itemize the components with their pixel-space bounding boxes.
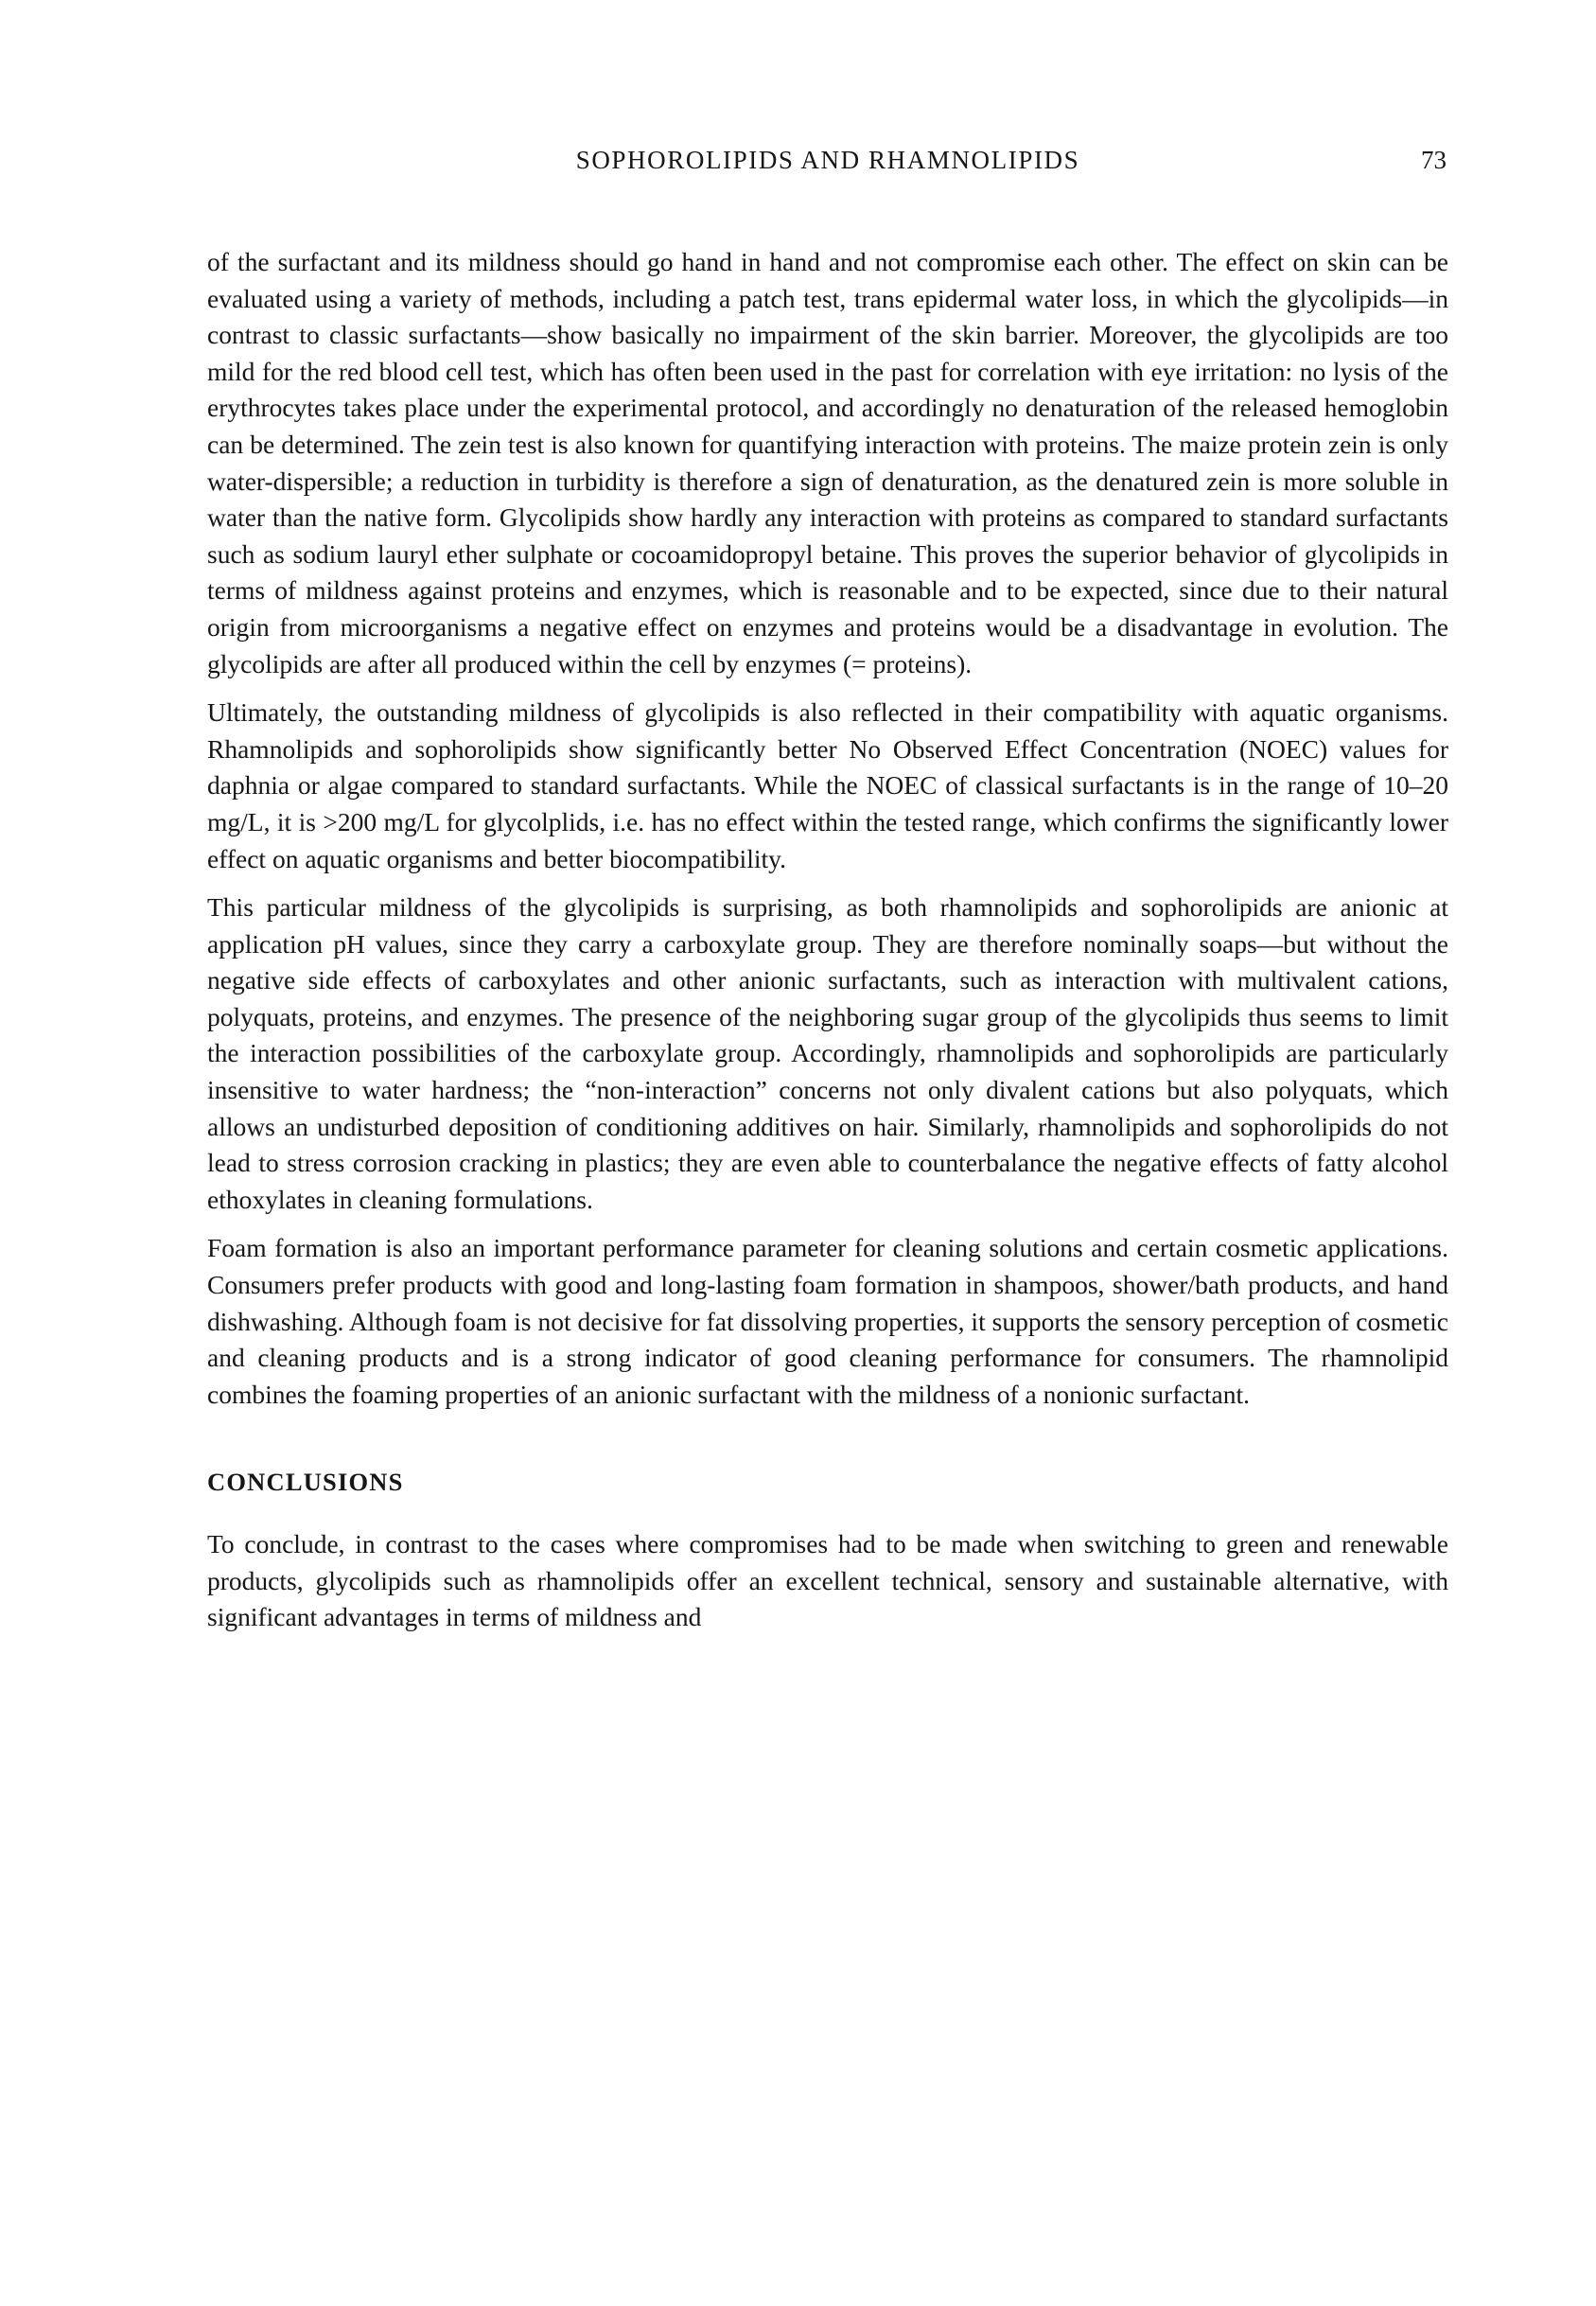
paragraph: Foam formation is also an important performance parameter for cleaning solutions and certain cosmetic applications. Consumers prefer products with good and long-lasting foam formation in shampoos, shower/bath products, and hand dishwashing. Although foam is not decisive for fat dissolving properties, it supports the sensory perception of cosmetic and cleaning products and is a strong indicator of good cleaning performance for consumers. The rhamnolipid combines the foaming properties of an anionic surfactant with the mildness of a nonionic surfactant. <box>207 1233 1448 1409</box>
page-header <box>207 140 1448 180</box>
paragraph: To conclude, in contrast to the cases where compromises had to be made when switching to green and renewable products, glycolipids such as rhamnolipids offer an excellent technical, sensory and sustainable alternative, with significant advantages in terms of mildness and <box>207 1529 1448 1632</box>
page-number: 73 <box>1421 146 1447 174</box>
section-heading-conclusions: CONCLUSIONS <box>207 1468 404 1497</box>
text-block <box>207 140 1448 1636</box>
paragraph: of the surfactant and its mildness should go hand in hand and not compromise each other. The effect on skin can be evaluated using a variety of methods, including a patch test, trans epidermal water loss, in which the glycolipids—in contrast to classic surfactants—show basically no impairment of the skin barrier. Moreover, the glycolipids are too mild for the red blood cell test, which has often been used in the past for correlation with eye irritation: no lysis of the erythrocytes takes place under the experimental protocol, and accordingly no denaturation of the released hemoglobin can be determined. The zein test is also known for quantifying interaction with proteins. The maize protein zein is only water-dispersible; a reduction in turbidity is therefore a sign of denaturation, as the denatured zein is more soluble in water than the native form. Glycolipids show hardly any interaction with proteins as compared to standard surfactants such as sodium lauryl ether sulphate or cocoamidopropyl betaine. This proves the superior behavior of glycolipids in terms of mildness against proteins and enzymes, which is reasonable and to be expected, since due to their natural origin from microorganisms a negative effect on enzymes and proteins would be a disadvantage in evolution. The glycolipids are after all produced within the cell by enzymes (= proteins). <box>207 247 1448 678</box>
body-text <box>207 244 1448 1636</box>
paragraph: Ultimately, the outstanding mildness of glycolipids is also reflected in their compatibility with aquatic organisms. Rhamnolipids and sophorolipids show significantly better No Observed Effect Concentration (NOEC) values for daphnia or algae compared to standard surfactants. While the NOEC of classical surfactants is in the range of 10–20 mg/L, it is >200 mg/L for glycolplids, i.e. has no effect within the tested range, which confirms the significantly lower effect on aquatic organisms and better biocompatibility. <box>207 697 1448 873</box>
paragraph: This particular mildness of the glycolipids is surprising, as both rhamnolipids and sophorolipids are anionic at application pH values, since they carry a carboxylate group. They are therefore nominally soaps—but without the negative side effects of carboxylates and other anionic surfactants, such as interaction with multivalent cations, polyquats, proteins, and enzymes. The presence of the neighboring sugar group of the glycolipids thus seems to limit the interaction possibilities of the carboxylate group. Accordingly, rhamnolipids and sophorolipids are particularly insensitive to water hardness; the “non-interaction” concerns not only divalent cations but also polyquats, which allows an undisturbed deposition of conditioning additives on hair. Similarly, rhamnolipids and sophorolipids do not lead to stress corrosion cracking in plastics; they are even able to counterbalance the negative effects of fatty alcohol ethoxylates in cleaning formulations. <box>207 892 1448 1214</box>
running-head-title: SOPHOROLIPIDS AND RHAMNOLIPIDS <box>575 146 1080 174</box>
